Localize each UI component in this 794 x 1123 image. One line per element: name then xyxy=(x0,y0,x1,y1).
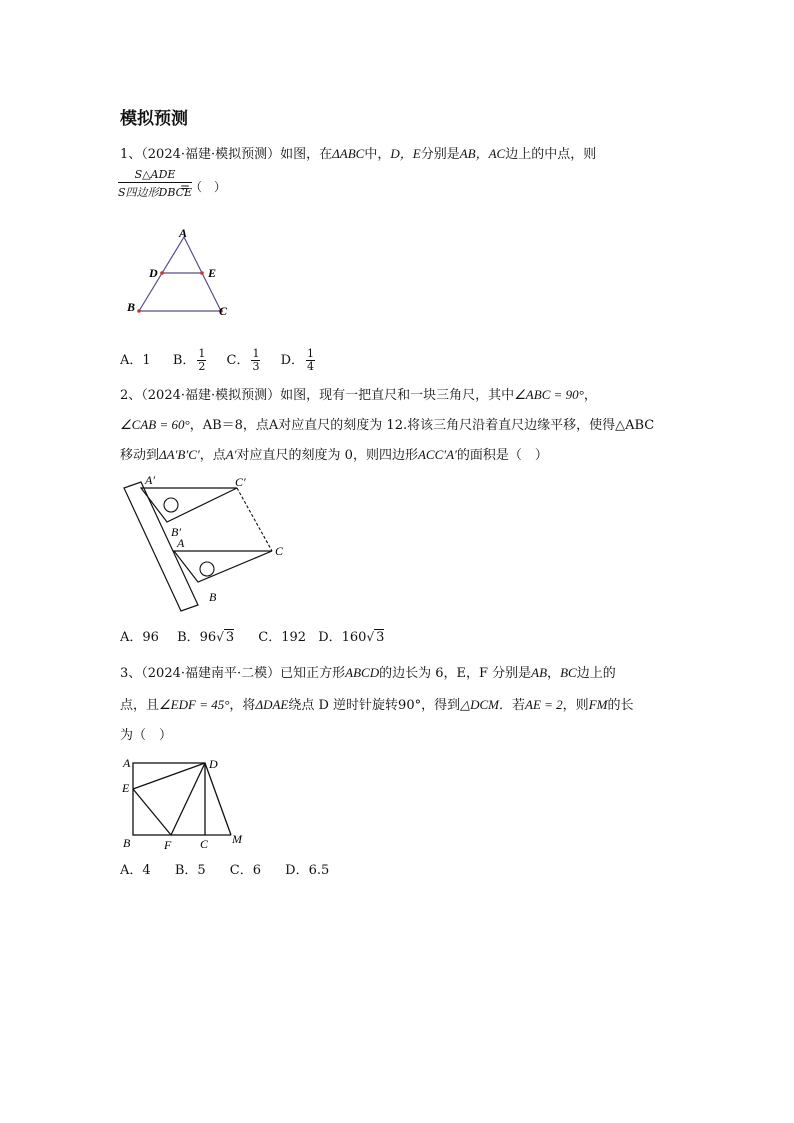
q1-text: 中， xyxy=(364,147,391,162)
q3-source: （2024·福建南平·二模） xyxy=(141,666,281,681)
option-letter: C． xyxy=(226,353,250,368)
q3-square: ABCD xyxy=(345,665,380,680)
option-radicand: 3 xyxy=(225,630,235,645)
q2-text: 移动到 xyxy=(120,448,160,463)
q3-label-a: A xyxy=(123,756,131,770)
q2-text: ， xyxy=(583,388,597,403)
q3-number: 3、 xyxy=(120,666,142,681)
fraction-denominator: 2 xyxy=(198,360,206,373)
q3-side-bc: BC xyxy=(560,665,577,680)
q2-label-c1: C′ xyxy=(235,475,246,489)
q1-point-b xyxy=(137,309,141,313)
q1-option-b[interactable] xyxy=(172,347,209,373)
q2-point-a-prime: A′ xyxy=(225,447,237,462)
q2-text: 的面积是（ ） xyxy=(456,448,548,463)
fraction-numerator: 1 xyxy=(307,347,315,360)
q1-label-c: C xyxy=(219,304,228,318)
q2-label-b1: B′ xyxy=(171,525,181,539)
q2-source: （2024·福建·模拟预测） xyxy=(141,388,281,403)
q3-label-b: B xyxy=(123,836,131,850)
option-letter: D． xyxy=(285,863,309,878)
q3-option-b[interactable] xyxy=(175,863,206,878)
q2-angle-abc: ∠ABC = 90° xyxy=(514,387,584,402)
q1-options xyxy=(120,348,317,373)
q2-ruler xyxy=(124,482,198,611)
q3-label-m: M xyxy=(232,832,242,846)
q3-text: ， xyxy=(547,666,561,681)
option-fraction xyxy=(197,348,206,373)
q1-sides: AB，AC xyxy=(459,146,506,161)
fraction-denominator: 4 xyxy=(307,360,315,373)
q1-ratio-tail: =（ ） xyxy=(180,180,227,194)
q2-angle-cab: ∠CAB = 60° xyxy=(120,417,190,432)
q3-label-d: D xyxy=(209,757,218,771)
q2-option-d[interactable] xyxy=(318,630,384,645)
q2-quadrilateral: ACC′A′ xyxy=(417,447,457,462)
option-value: 6.5 xyxy=(308,863,330,878)
q3-option-a[interactable] xyxy=(120,863,151,878)
q2-text: 如图，现有一把直尺和一块三角尺，其中 xyxy=(280,388,515,403)
q3-stem-line3: 为（ ） xyxy=(120,728,173,743)
q1-point-d xyxy=(160,271,164,275)
q2-triangle-abc xyxy=(174,551,272,582)
q1-option-a[interactable] xyxy=(120,353,151,368)
q3-text: 的长 xyxy=(607,698,634,713)
q1-source: （2024·福建·模拟预测） xyxy=(141,147,281,162)
q1-label-a: A xyxy=(179,226,188,240)
q1-label-d: D xyxy=(149,266,158,280)
q3-segment-ef xyxy=(133,789,171,835)
q3-square-abcd xyxy=(133,763,205,835)
q3-text: ，则 xyxy=(562,698,589,713)
fraction-denominator: 3 xyxy=(252,360,260,373)
q2-option-b[interactable] xyxy=(177,630,234,645)
option-letter: D． xyxy=(318,630,342,645)
option-value: 96 xyxy=(142,630,159,645)
q2-triangle-a1b1c1 xyxy=(141,488,237,522)
q3-triangle-dcm: △DCM xyxy=(460,697,499,712)
sqrt-icon: √ xyxy=(216,630,224,644)
q3-text: 边上的 xyxy=(576,666,616,681)
q1-points: D，E xyxy=(390,146,421,161)
q2-text: ，AB＝8，点A对应直尺的刻度为 12.将该三角尺沿着直尺边缘平移，使得△ABC xyxy=(189,418,655,433)
q2-triangle-prime: ΔA′B′C′ xyxy=(159,447,200,462)
option-letter: B． xyxy=(177,630,200,645)
fraction-numerator: 1 xyxy=(252,347,260,360)
q2-dashed-cc1 xyxy=(237,488,272,551)
q1-stem xyxy=(120,145,596,164)
q3-side-ab: AB xyxy=(531,665,548,680)
q3-option-d[interactable] xyxy=(285,863,329,878)
q3-label-f: F xyxy=(164,838,172,852)
option-value: 6 xyxy=(252,863,262,878)
q1-option-d[interactable] xyxy=(280,347,317,373)
q1-point-e xyxy=(200,271,204,275)
q2-options xyxy=(120,628,384,647)
option-radicand: 3 xyxy=(376,630,385,645)
q3-text: ，将 xyxy=(229,698,256,713)
q2-stem-line3 xyxy=(120,446,548,465)
q3-stem-line2 xyxy=(120,696,633,715)
q2-label-b: B xyxy=(209,590,217,604)
q3-segment-fm: FM xyxy=(588,697,608,712)
section-title: 模拟预测 xyxy=(120,109,188,129)
option-letter: B． xyxy=(172,353,196,368)
q3-text: 绕点 D 逆时针旋转 xyxy=(288,698,399,713)
q3-angle-edf: ∠EDF = 45° xyxy=(159,697,230,712)
option-letter: C． xyxy=(229,863,253,878)
q3-stem-line1 xyxy=(120,664,616,683)
option-value: 96 xyxy=(199,630,217,645)
q2-hole-lower xyxy=(200,562,214,576)
option-fraction xyxy=(306,348,315,373)
q2-figure xyxy=(115,470,295,615)
q2-label-a1: A′ xyxy=(145,473,155,487)
q2-text: ，点 xyxy=(199,448,226,463)
q3-text: 点，且 xyxy=(120,698,160,713)
option-letter: A． xyxy=(120,353,143,368)
q2-option-c[interactable] xyxy=(258,630,306,645)
q2-number: 2、 xyxy=(120,388,142,403)
q3-triangle-dae: ΔDAE xyxy=(255,697,289,712)
option-letter: D． xyxy=(280,353,305,368)
q3-options xyxy=(120,862,329,880)
q3-rotation: 90° xyxy=(398,698,422,713)
q1-text: 分别是 xyxy=(420,147,460,162)
q2-label-a: A xyxy=(177,536,185,550)
sqrt-icon: √ xyxy=(366,630,375,644)
q2-label-c: C xyxy=(275,544,284,558)
option-letter: C． xyxy=(258,630,282,645)
option-value: 5 xyxy=(197,863,206,878)
q2-stem-line2 xyxy=(120,416,654,435)
q2-option-a[interactable] xyxy=(120,630,159,645)
option-value: 1 xyxy=(142,353,151,368)
q3-segment-dm xyxy=(205,763,231,835)
option-letter: B． xyxy=(174,863,198,878)
q3-label-e: E xyxy=(122,781,130,795)
q3-option-c[interactable] xyxy=(230,863,261,878)
q1-ratio-numerator: S△ADE xyxy=(118,168,192,183)
q3-text: ．若 xyxy=(499,698,526,713)
q2-stem-line1 xyxy=(120,386,597,405)
q1-label-e: E xyxy=(208,266,217,280)
q1-option-c[interactable] xyxy=(226,347,263,373)
q1-triangle: ΔABC xyxy=(332,146,365,161)
q1-ratio-denominator: S四边形DBCE xyxy=(118,186,193,199)
option-value: 160 xyxy=(341,630,367,645)
q3-text: 已知正方形 xyxy=(280,666,346,681)
q3-figure xyxy=(115,752,255,852)
q1-figure xyxy=(125,225,235,320)
q1-label-b: B xyxy=(127,300,136,314)
option-value: 4 xyxy=(142,863,151,878)
option-letter: A． xyxy=(120,630,143,645)
q3-text: ，得到 xyxy=(421,698,461,713)
option-fraction xyxy=(251,348,260,373)
q1-number: 1、 xyxy=(120,147,142,162)
q1-text: 如图，在 xyxy=(280,147,333,162)
q2-text: 对应直尺的刻度为 0，则四边形 xyxy=(236,448,418,463)
q3-text: 的边长为 6，E，F 分别是 xyxy=(379,666,532,681)
q1-text: 边上的中点，则 xyxy=(505,147,597,162)
q3-condition: AE = 2 xyxy=(525,697,563,712)
option-letter: A． xyxy=(120,863,143,878)
q2-hole-upper xyxy=(164,498,178,512)
option-value: 192 xyxy=(281,630,307,645)
q3-label-c: C xyxy=(200,837,209,851)
fraction-numerator: 1 xyxy=(198,347,206,360)
